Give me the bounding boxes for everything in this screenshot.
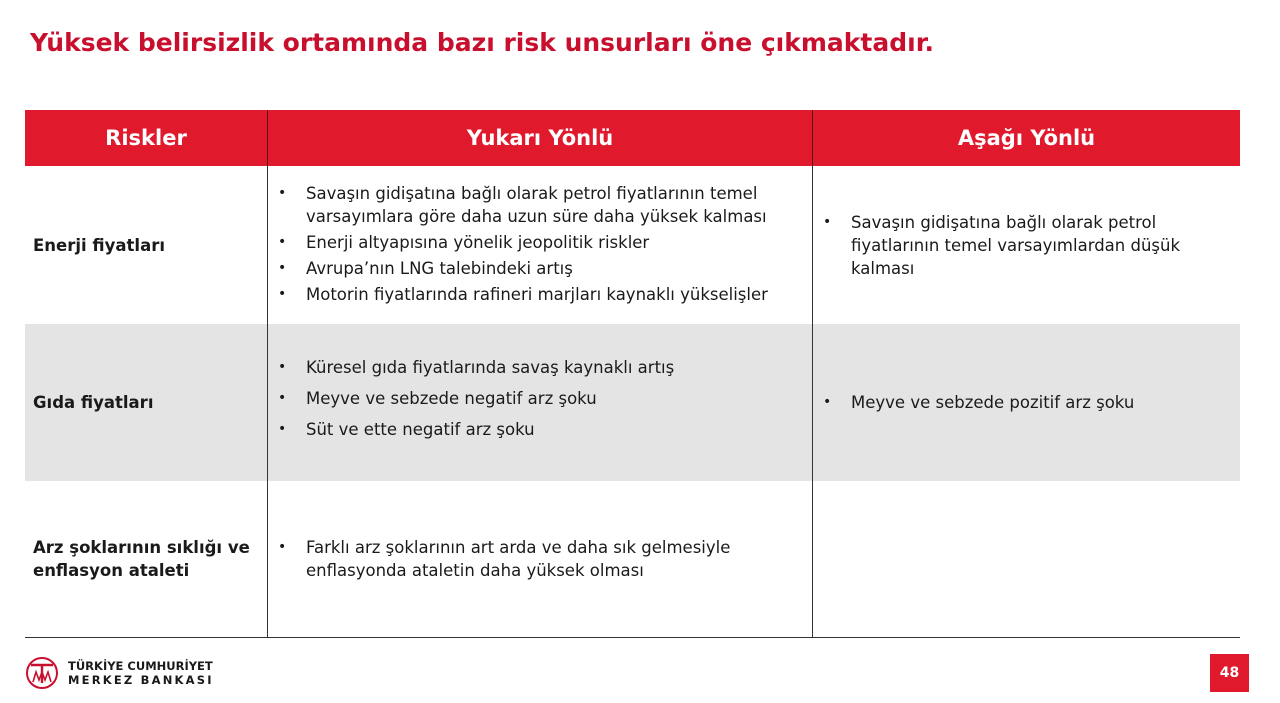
list-item: • Meyve ve sebzede negatif arz şoku [278, 387, 674, 410]
downside-cell [812, 166, 1240, 324]
list-item: • Enerji altyapısına yönelik jeopolitik riskler [278, 231, 812, 254]
downside-cell [812, 481, 1240, 637]
page-number-badge: 48 [1210, 654, 1249, 692]
downside-cell [812, 324, 1240, 481]
table-row [25, 481, 1240, 638]
tcmb-emblem-icon [25, 656, 59, 690]
header-upside: Yukarı Yönlü [267, 110, 812, 166]
table-row [25, 324, 1240, 481]
header-downside: Aşağı Yönlü [812, 110, 1240, 166]
upside-cell [267, 324, 812, 481]
list-item: • Savaşın gidişatına bağlı olarak petrol fiyatlarının temel varsayımlara göre daha uzun süre daha yüksek kalması [278, 182, 812, 228]
upside-cell [267, 166, 812, 324]
downside-list [813, 211, 1240, 280]
list-item: • Farklı arz şoklarının art arda ve daha sık gelmesiyle enflasyonda ataletin daha yüksek olması [278, 536, 812, 582]
page-title: Yüksek belirsizlik ortamında bazı risk unsurları öne çıkmaktadır. [30, 28, 934, 57]
tcmb-logo [25, 656, 214, 690]
list-item: • Küresel gıda fiyatlarında savaş kaynaklı artış [278, 356, 674, 379]
risk-cell [25, 481, 267, 637]
table-row [25, 166, 1240, 324]
risk-table [25, 110, 1240, 638]
upside-list [268, 536, 812, 582]
list-item: • Motorin fiyatlarında rafineri marjları kaynaklı yükselişler [278, 283, 812, 306]
list-item: • Avrupa’nın LNG talebindeki artış [278, 257, 812, 280]
logo-text [68, 659, 214, 687]
upside-cell [267, 481, 812, 637]
downside-list [813, 391, 1134, 414]
risk-label: Gıda fiyatları [33, 393, 154, 412]
risk-label: Enerji fiyatları [33, 235, 165, 255]
risk-label: Arz şoklarının sıklığı ve enflasyon ataleti [33, 538, 250, 580]
list-item: • Savaşın gidişatına bağlı olarak petrol fiyatlarının temel varsayımlardan düşük kalması [823, 211, 1240, 280]
upside-list [268, 356, 674, 449]
logo-line-2: MERKEZ BANKASI [68, 673, 214, 687]
risk-cell [25, 166, 267, 324]
upside-list [268, 182, 812, 309]
list-item: • Süt ve ette negatif arz şoku [278, 418, 674, 441]
logo-line-1: TÜRKİYE CUMHURİYET [68, 659, 213, 673]
list-item: • Meyve ve sebzede pozitif arz şoku [823, 391, 1134, 414]
header-risks: Riskler [105, 126, 187, 150]
risk-cell [25, 324, 267, 481]
table-header [25, 110, 1240, 166]
